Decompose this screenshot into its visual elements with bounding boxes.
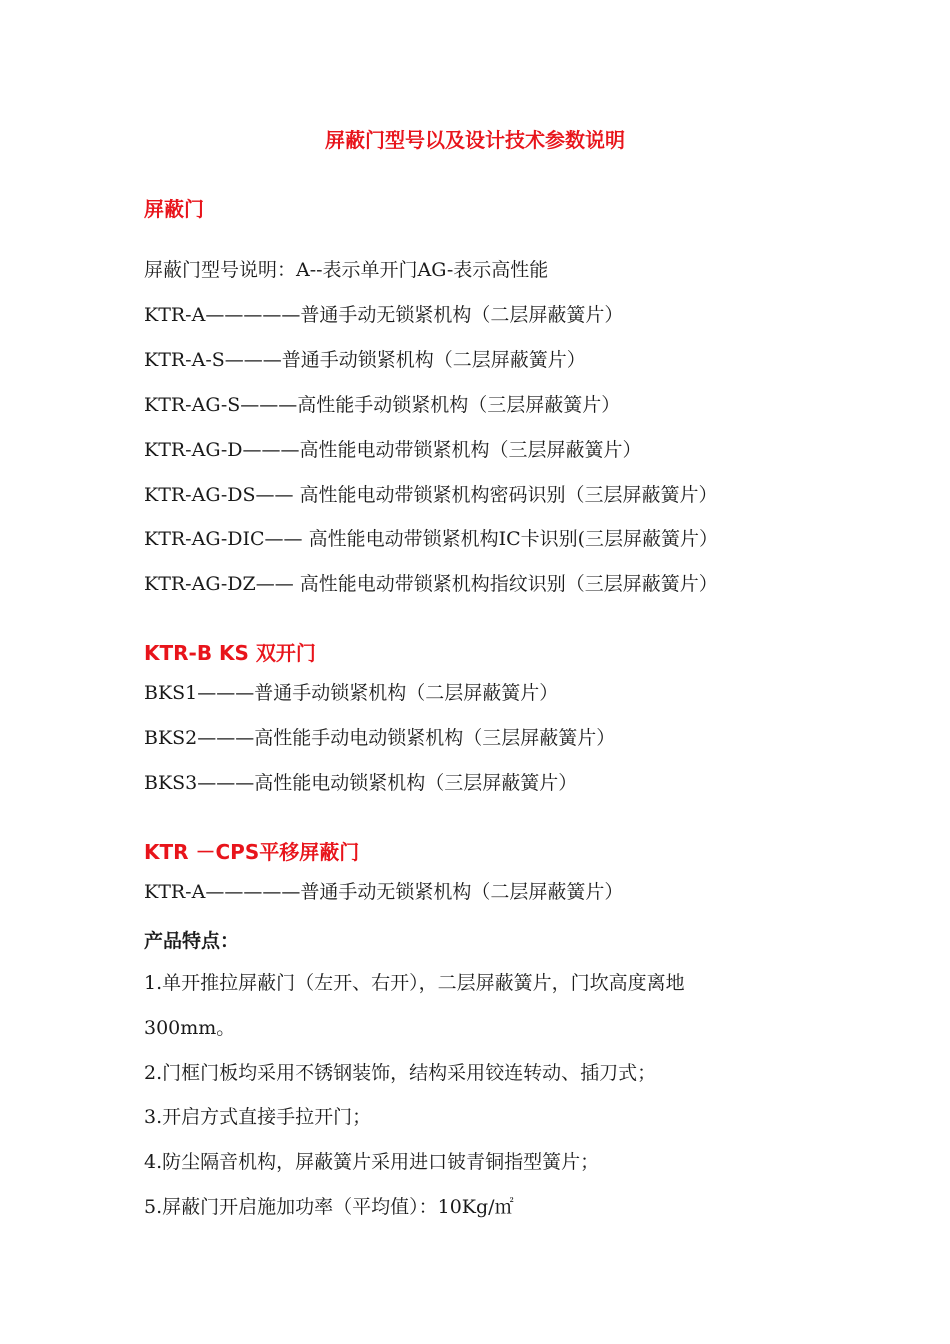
- text-line: KTR-AG-DIC—— 高性能电动带锁紧机构IC卡识别(三层屏蔽簧片）: [144, 528, 719, 550]
- section-heading-shielded-door: 屏蔽门: [144, 197, 204, 221]
- text-line: KTR-A—————普通手动无锁紧机构（二层屏蔽簧片）: [144, 304, 624, 326]
- feature-line: 300mm。: [144, 1017, 236, 1039]
- section-heading-double-door: KTR-B KS 双开门: [144, 641, 316, 665]
- text-line: BKS3———高性能电动锁紧机构（三层屏蔽簧片）: [144, 772, 578, 794]
- text-line: KTR-AG-DZ—— 高性能电动带锁紧机构指纹识别（三层屏蔽簧片）: [144, 573, 718, 595]
- feature-line: 2.门框门板均采用不锈钢装饰，结构采用铰连转动、插刀式；: [144, 1062, 657, 1084]
- text-line: 屏蔽门型号说明：A--表示单开门AG-表示高性能: [144, 259, 549, 281]
- feature-line: 4.防尘隔音机构，屏蔽簧片采用进口铍青铜指型簧片；: [144, 1151, 600, 1173]
- feature-line: 5.屏蔽门开启施加功率（平均值）：10Kg/㎡: [144, 1196, 514, 1218]
- text-line: KTR-A—————普通手动无锁紧机构（二层屏蔽簧片）: [144, 881, 624, 903]
- text-line: KTR-A-S———普通手动锁紧机构（二层屏蔽簧片）: [144, 349, 586, 371]
- text-line: KTR-AG-D———高性能电动带锁紧机构（三层屏蔽簧片）: [144, 439, 642, 461]
- text-line: BKS2———高性能手动电动锁紧机构（三层屏蔽簧片）: [144, 727, 616, 749]
- text-line: KTR-AG-DS—— 高性能电动带锁紧机构密码识别（三层屏蔽簧片）: [144, 484, 718, 506]
- text-line: KTR-AG-S———高性能手动锁紧机构（三层屏蔽簧片）: [144, 394, 621, 416]
- feature-line: 3.开启方式直接手拉开门；: [144, 1106, 372, 1128]
- document-title: 屏蔽门型号以及设计技术参数说明: [325, 128, 625, 152]
- features-label: 产品特点：: [144, 930, 240, 952]
- section-heading-sliding-door: KTR －CPS平移屏蔽门: [144, 840, 360, 864]
- text-line: BKS1———普通手动锁紧机构（二层屏蔽簧片）: [144, 682, 559, 704]
- feature-line: 1.单开推拉屏蔽门（左开、右开），二层屏蔽簧片，门坎高度离地: [144, 972, 685, 994]
